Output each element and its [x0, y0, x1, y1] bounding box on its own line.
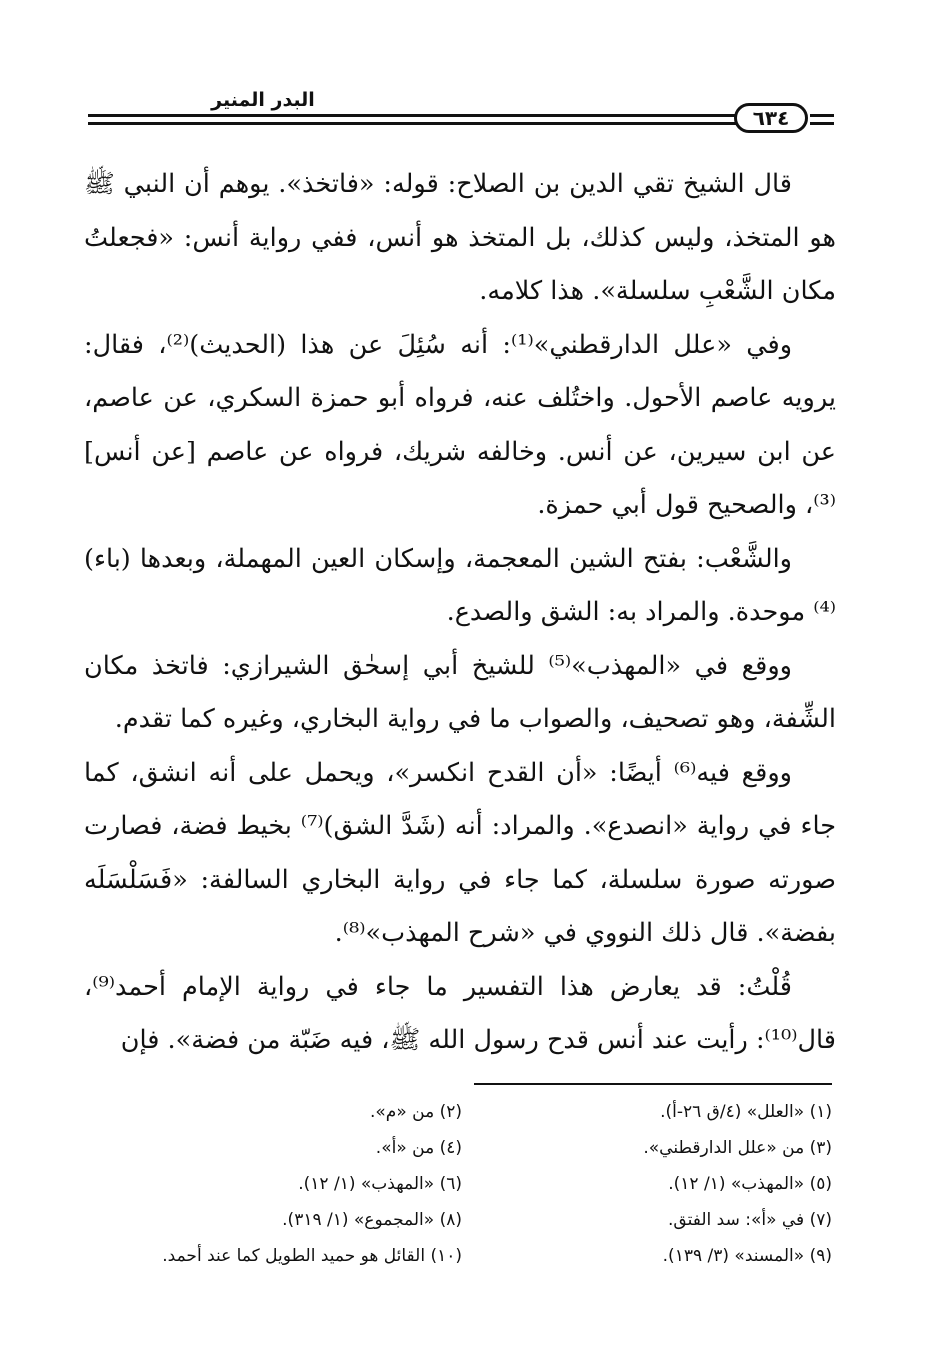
footnote-row [84, 1202, 832, 1238]
footnote-row [84, 1130, 832, 1166]
header-rule-bottom [88, 122, 754, 125]
footnotes [84, 1094, 832, 1274]
footnote: (٨) «المجموع» (١/ ٣١٩). [282, 1210, 462, 1230]
footnote: (٣) من «علل الدارقطني». [643, 1138, 832, 1158]
page-number-frame [734, 103, 834, 133]
footnote: (١) «العلل» (٤/ق ٢٦-أ). [660, 1102, 832, 1122]
page-header [88, 84, 834, 144]
header-rule-top [88, 114, 754, 117]
footnote-row [84, 1238, 832, 1274]
footnote: (٧) في «أ»: سد الفتق. [668, 1210, 832, 1230]
paragraph: ووقع في «المهذب»⁽⁵⁾ للشيخ أبي إسحٰق الشيرازي: فاتخذ مكان الشِّفة، وهو تصحيف، والصواب ما في رواية البخاري، وغيره كما تقدم. [84, 650, 836, 734]
footnote: (٥) «المهذب» (١/ ١٢). [668, 1174, 832, 1194]
paragraph: وفي «علل الدارقطني»⁽¹⁾: أنه سُئِلَ عن هذا (الحديث)⁽²⁾، فقال: يرويه عاصم الأحول. واختُلف عنه، فرواه أبو حمزة السكري، عن عاصم، عن ابن سيرين، عن أنس. وخالفه شريك، فرواه عن عاصم [عن أنس]⁽³⁾، والصحيح قول أبي حمزة. [84, 329, 836, 520]
footnote-row [84, 1094, 832, 1130]
paragraph: والشَّعْب: بفتح الشين المعجمة، وإسكان العين المهملة، وبعدها (باء)⁽⁴⁾ موحدة. والمراد به: الشق والصدع. [84, 543, 836, 627]
footnote: (٤) من «أ». [375, 1138, 462, 1158]
paragraph: ووقع فيه⁽⁶⁾ أيضًا: «أن القدح انكسر»، ويحمل على أنه انشق، كما جاء في رواية «انصدع». والمراد: أنه (شَدَّ الشق)⁽⁷⁾ بخيط فضة، فصارت صورته صورة سلسلة، كما جاء في رواية البخاري السالفة: «فَسَلْسَلَه بفضة». قال ذلك النووي في «شرح المهذب»⁽⁸⁾. [84, 757, 836, 948]
main-text [84, 158, 836, 1068]
footnote-separator [474, 1083, 832, 1085]
paragraph: قُلْتُ: قد يعارض هذا التفسير ما جاء في رواية الإمام أحمد⁽⁹⁾، قال⁽¹⁰⁾: رأيت عند أنس قدح رسول الله ﷺ، فيه ضَبّة من فضة». فإن [84, 971, 836, 1055]
footnote: (١٠) القائل هو حميد الطويل كما عند أحمد. [162, 1246, 462, 1266]
paragraph: قال الشيخ تقي الدين بن الصلاح: قوله: «فاتخذ». يوهم أن النبي ﷺ هو المتخذ، وليس كذلك، بل المتخذ هو أنس، ففي رواية أنس: «فجعلتُ مكان الشَّعْبِ سلسلة». هذا كلامه. [84, 169, 836, 306]
footnote: (٩) «المسند» (٣/ ١٣٩). [662, 1246, 832, 1266]
footnote: (٦) «المهذب» (١/ ١٢). [298, 1174, 462, 1194]
page-number: ٦٣٤ [734, 103, 808, 133]
page-number-rule-top [810, 114, 834, 117]
footnote: (٢) من «م». [370, 1102, 462, 1122]
footnote-row [84, 1166, 832, 1202]
page-number-rule-bottom [810, 122, 834, 125]
running-title: البدر المنير [211, 89, 315, 111]
